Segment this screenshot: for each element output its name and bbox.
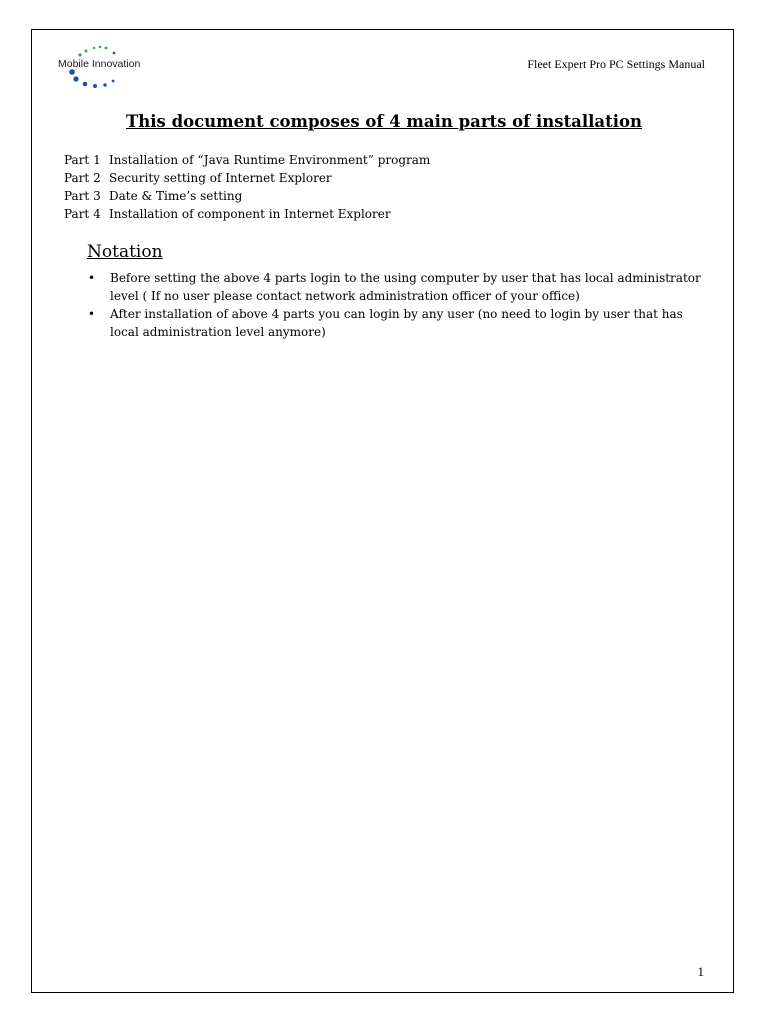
part-row <box>64 169 430 187</box>
manual-title: Fleet Expert Pro PC Settings Manual <box>527 57 705 71</box>
part-row <box>64 151 430 169</box>
notation-item <box>86 269 706 305</box>
part-row <box>64 205 430 223</box>
notation-item <box>86 305 706 341</box>
part-label: Part 2 <box>64 171 101 185</box>
part-row <box>64 187 430 205</box>
notation-text: After installation of above 4 parts you can login by any user (no need to login by user that has local administration level anymore) <box>110 307 683 339</box>
notation-list <box>86 269 706 341</box>
company-logo <box>56 44 156 92</box>
document-title: This document composes of 4 main parts of installation <box>126 112 642 131</box>
bullet-icon: • <box>88 271 96 285</box>
bullet-icon: • <box>88 307 96 321</box>
part-label: Part 4 <box>64 207 101 221</box>
page-number: 1 <box>697 964 704 979</box>
part-text: Installation of component in Internet Explorer <box>109 207 391 221</box>
notation-heading: Notation <box>87 242 163 262</box>
notation-text: Before setting the above 4 parts login to the using computer by user that has local administrator level ( If no user please contact network administration officer of your office) <box>110 271 701 303</box>
parts-list <box>64 151 430 223</box>
part-label: Part 1 <box>64 153 101 167</box>
logo-wordmark: Mobile Innovation <box>58 58 141 70</box>
part-label: Part 3 <box>64 189 101 203</box>
part-text: Security setting of Internet Explorer <box>109 171 332 185</box>
part-text: Date & Time’s setting <box>109 189 243 203</box>
part-text: Installation of “Java Runtime Environment” program <box>109 153 431 167</box>
